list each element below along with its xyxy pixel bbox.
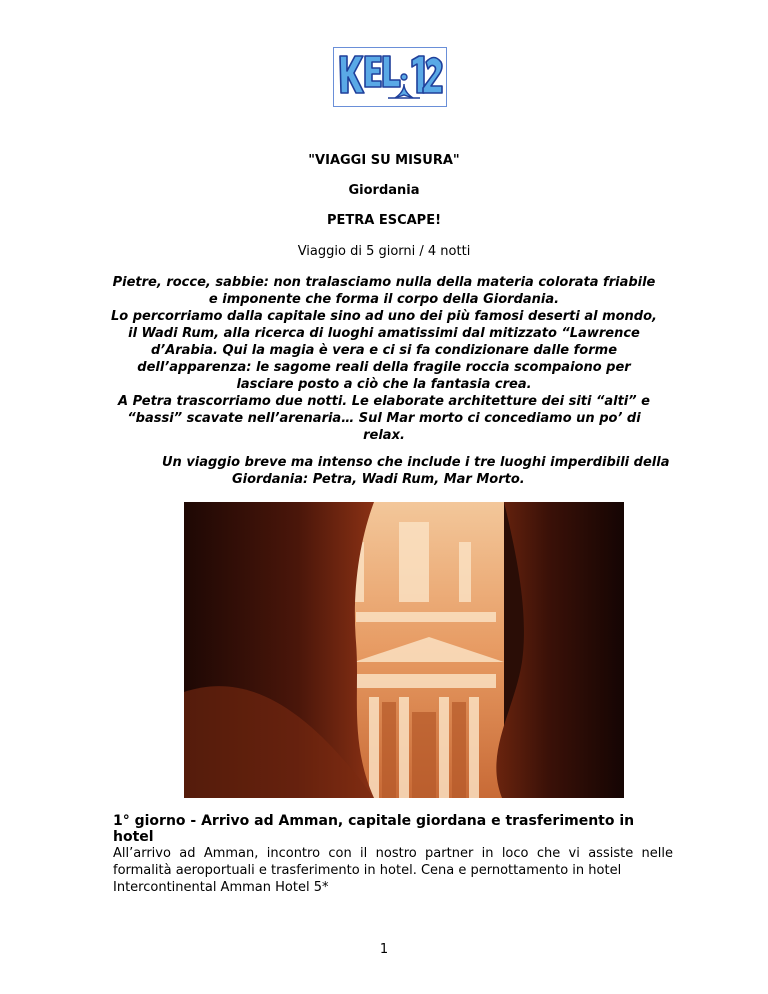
document-title: "VIAGGI SU MISURA" (308, 153, 460, 168)
intro-text (110, 274, 658, 444)
petra-treasury-photo (184, 502, 624, 798)
trip-duration: Viaggio di 5 giorni / 4 notti (297, 244, 471, 259)
intro-paragraph-1: Pietre, rocce, sabbie: non tralasciamo nulla della materia colorata friabile e imponente che forma il corpo della Giordania. (112, 275, 656, 307)
intro-paragraph-3: A Petra trascorriamo due notti. Le elaborate architetture dei siti “alti” e “bassi” scavate nell’arenaria… Sul Mar morto ci concediamo un po’ di relax. (118, 394, 650, 443)
summary-line-2: Giordania: Petra, Wadi Rum, Mar Morto. (232, 472, 525, 487)
page-number: 1 (379, 942, 389, 957)
intro-paragraph-2: Lo percorriamo dalla capitale sino ad uno dei più famosi deserti al mondo, il Wadi Rum, alla ricerca di luoghi amatissimi dal mitizzato “Lawrence d’Arabia. Qui la magia è vera e ci si fa condizionare dalle forme dell’apparenza: le sagome reali della fragile roccia scompaiono per lasciare posto a ciò che la fantasia crea. (111, 309, 657, 392)
day-1-description (113, 845, 673, 896)
country-name: Giordania (348, 183, 420, 198)
petra-photo-graphic (184, 502, 624, 798)
day-1-heading: 1° giorno - Arrivo ad Amman, capitale giordana e trasferimento in hotel (113, 813, 635, 845)
summary-line-1: Un viaggio breve ma intenso che include i tre luoghi imperdibili della (162, 455, 670, 470)
trip-summary (150, 454, 690, 488)
day-1-line-1: All’arrivo ad Amman, incontro con il nostro partner in loco che vi assiste nelle (113, 846, 673, 861)
kel12-logo-graphic (334, 48, 446, 106)
day-1-line-2: formalità aeroportuali e trasferimento in hotel. Cena e pernottamento in hotel (113, 863, 622, 878)
day-1-line-3: Intercontinental Amman Hotel 5* (113, 880, 329, 895)
kel12-logo (333, 47, 447, 107)
tour-name: PETRA ESCAPE! (326, 213, 442, 228)
